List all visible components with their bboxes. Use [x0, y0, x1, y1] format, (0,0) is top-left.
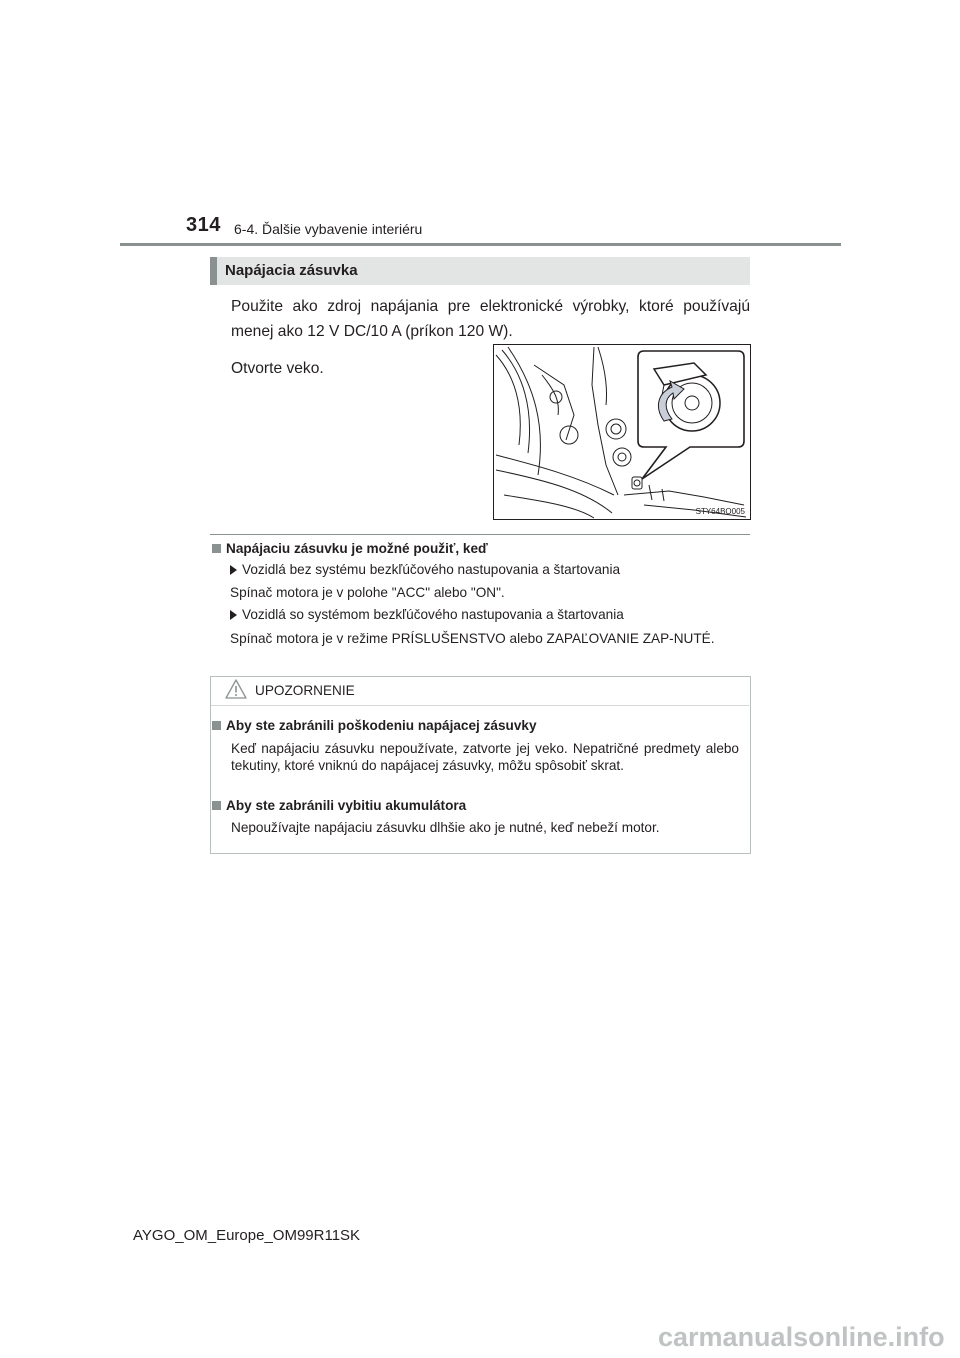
condition-text-2: Spínač motora je v režime PRÍSLUŠENSTVO alebo ZAPAĽOVANIE ZAP-NUTÉ.: [230, 631, 715, 646]
page-heading: Napájacia zásuvka: [225, 262, 358, 279]
section-divider: [210, 534, 750, 535]
step-text: Otvorte veko.: [231, 360, 324, 377]
square-bullet-icon: [212, 801, 221, 810]
condition-bullet-2: Vozidlá so systémom bezkľúčového nastupovania a štartovania: [230, 607, 624, 622]
triangle-bullet-icon: [230, 565, 237, 575]
warning-item-1-title: Aby ste zabránili poškodeniu napájacej zásuvky: [212, 718, 537, 733]
section-title: 6-4. Ďalšie vybavenie interiéru: [234, 221, 423, 237]
figure-code: STY64BO005: [695, 507, 745, 516]
page-number: 314: [186, 214, 221, 236]
triangle-bullet-icon: [230, 610, 237, 620]
power-outlet-figure: [493, 344, 751, 520]
conditions-heading: Napájaciu zásuvku je možné použiť, keď: [212, 541, 488, 556]
warning-item-2-title: Aby ste zabránili vybitiu akumulátora: [212, 798, 466, 813]
dashboard-illustration: [494, 345, 750, 519]
warning-item-2-text: Nepoužívajte napájaciu zásuvku dlhšie ako je nutné, keď nebeží motor.: [231, 820, 660, 835]
square-bullet-icon: [212, 721, 221, 730]
condition-bullet-1: Vozidlá bez systému bezkľúčového nastupovania a štartovania: [230, 562, 620, 577]
heading-accent: [210, 257, 217, 285]
intro-paragraph: Použite ako zdroj napájania pre elektronické výrobky, ktoré používajú menej ako 12 V DC/10 A (príkon 120 W).: [231, 298, 750, 340]
warning-title: UPOZORNENIE: [255, 683, 355, 698]
document-footer: AYGO_OM_Europe_OM99R11SK: [133, 1227, 361, 1244]
square-bullet-icon: [212, 544, 221, 553]
warning-separator: [211, 705, 749, 706]
header-rule: [120, 243, 841, 246]
warning-triangle-icon: [224, 678, 248, 700]
warning-item-1-text: Keď napájaciu zásuvku nepoužívate, zatvorte jej veko. Nepatričné predmety alebo tekutiny, ktoré vniknú do napájacej zásuvky, môžu spôsobiť skrat.: [231, 741, 739, 773]
watermark[interactable]: carmanualsonline.info: [658, 1322, 945, 1352]
condition-text-1: Spínač motora je v polohe "ACC" alebo "ON".: [230, 585, 505, 600]
